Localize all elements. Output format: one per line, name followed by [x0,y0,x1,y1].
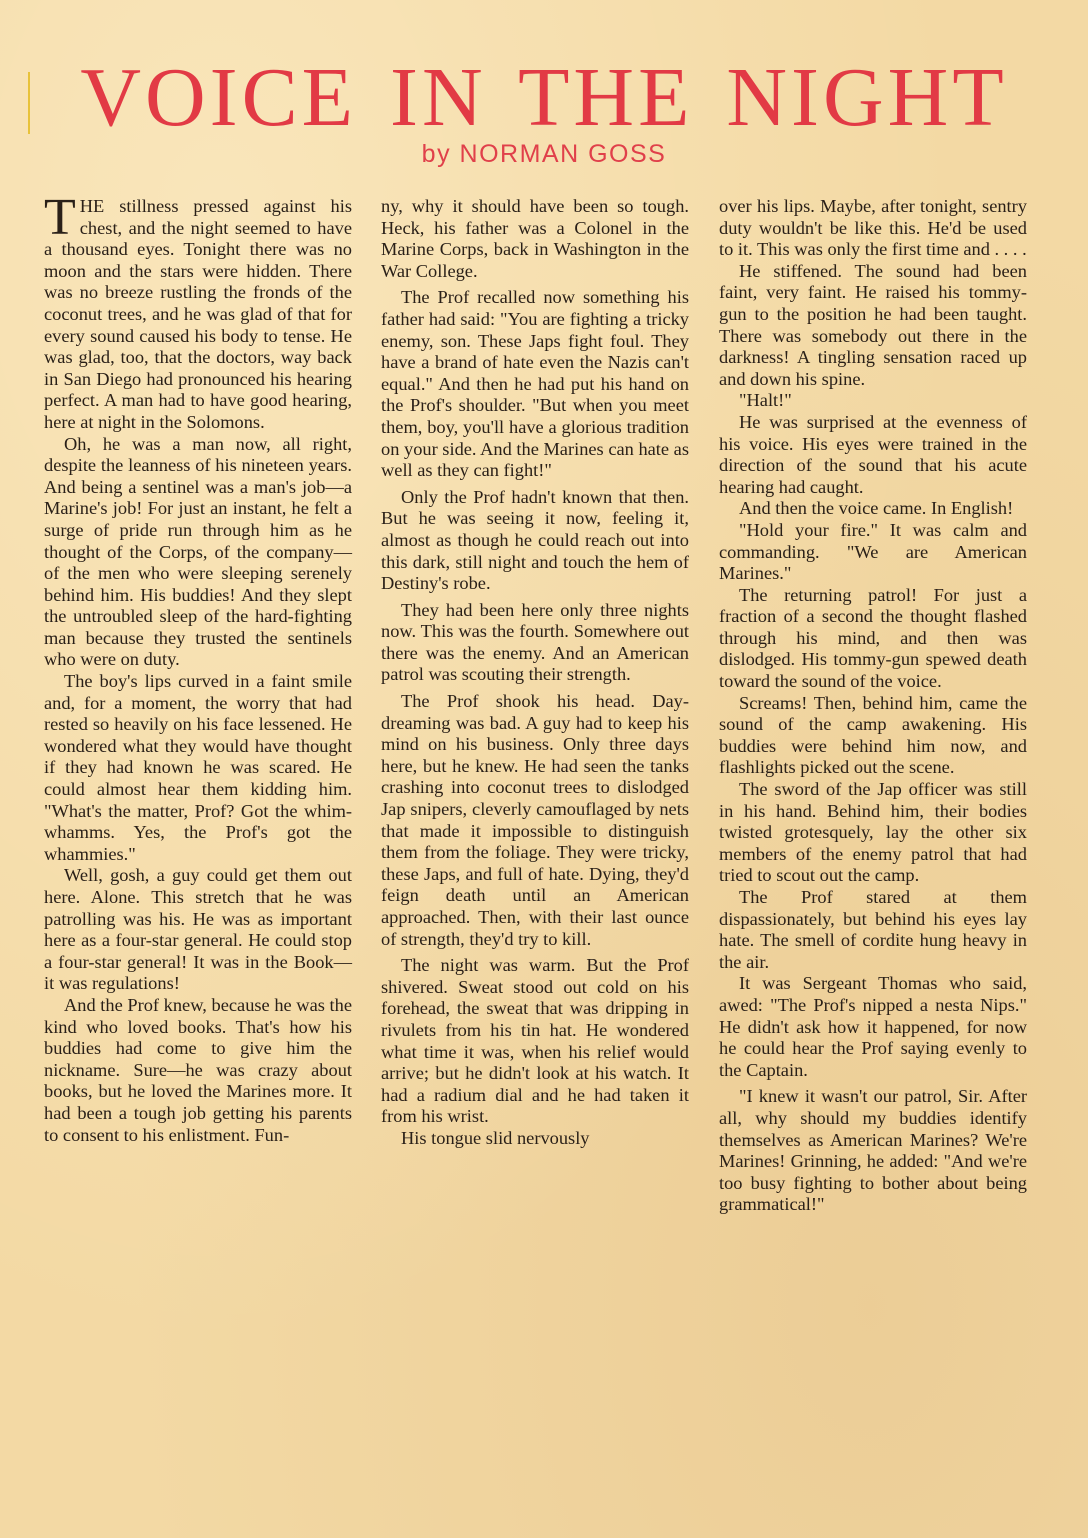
paragraph: They had been here only three nights now. This was the fourth. Somewhere out there was the enemy. And an American patrol was scouting their strength. [381,599,689,685]
yellow-margin-mark [28,72,30,134]
story-title: VOICE IN THE NIGHT [80,51,1008,144]
paragraph: Only the Prof hadn't known that then. But he was seeing it now, feeling it, almost as though he could reach out into this dark, still night and touch the hem of Destiny's robe. [381,486,689,594]
drop-cap: T [44,189,76,246]
paragraph: The Prof stared at them dispassionately, but behind his eyes lay hate. The smell of cordite hung heavy in the air. [719,887,1027,972]
story-byline: by NORMAN GOSS [421,140,667,168]
paragraph: He stiffened. The sound had been faint, very faint. He raised his tommy-gun to the position he had been taught. There was somebody out there in the darkness! A tingling sensation raced up and down his spine. [719,260,1027,389]
paragraph: ny, why it should have been so tough. Heck, his father was a Colonel in the Marine Corps, back in Washington in the War College. [381,196,689,281]
paragraph: The Prof recalled now something his father had said: "You are fighting a tricky enemy, son. These Japs fight foul. They have a brand of hate even the Nazis can't equal." And then he had put his hand on the Prof's shoulder. "But when you meet them, boy, you'll have a glorious tradition on your side. And the Marines can hate as well as they can fight!" [381,287,689,481]
paragraph: THE stillness pressed against his chest, and the night seemed to have a thousand eyes. Tonight there was no moon and the stars were hidden. There was no breeze rustling the fronds of the coconut trees, and he was glad of that for every sound caused his body to tense. He was glad, too, that the doctors, way back in San Diego had pronounced his hearing perfect. A man had to have good hearing, here at night in the Solomons. [44,189,352,432]
paragraph: And the Prof knew, because he was the kind who loved books. That's how his buddies had come to give him the nickname. Sure—he was crazy about books, but he loved the Marines more. It had been a tough job getting his parents to consent to his enlistment. Fun- [44,994,352,1145]
paragraph: Oh, he was a man now, all right, despite the leanness of his nineteen years. And being a sentinel was a man's job—a Marine's job! For just an instant, he felt a surge of pride run through him as he thought of the Corps, of the company—of the men who were sleeping serenely behind him. His buddies! And they slept the untroubled sleep of the hard-fighting man because they trusted the sentinels who were on duty. [44,433,352,670]
paragraph: Well, gosh, a guy could get them out here. Alone. This stretch that he was patrolling was his. He was as important here as a four-star general. He could stop a four-star general! It was in the Book—it was regulations! [44,865,352,994]
text-column-2 [381,196,689,1150]
paragraph: "Halt!" [739,390,792,411]
paragraph: The night was warm. But the Prof shivered. Sweat stood out cold on his forehead, the sweat that was dripping in rivulets from his tin hat. He wondered what time it was, when his relief would arrive; but he didn't look at his watch. It had a radium dial and he had taken it from his wrist. [381,955,689,1127]
paragraph: And then the voice came. In English! [739,498,1014,519]
paragraph: Screams! Then, behind him, came the sound of the camp awakening. His buddies were behind him now, and flashlights picked out the scene. [719,692,1027,778]
paragraph: The returning patrol! For just a fraction of a second the thought flashed through his mind, and then was dislodged. His tommy-gun spewed death toward the sound of the voice. [719,584,1027,692]
paragraph: The boy's lips curved in a faint smile and, for a moment, the worry that had rested so heavily on his face lessened. He wondered what they would have thought if they had known he was scared. He could almost hear them kidding him. "What's the matter, Prof? Got the whim-whamms. Yes, the Prof's got the whammies." [44,671,352,864]
paragraph: The Prof shook his head. Day-dreaming was bad. A guy had to keep his mind on his business. Only three days here, but he knew. He had seen the tanks crashing into coconut trees to dislodged Jap snipers, cleverly camouflaged by nets that made it impossible to distinguish them from the foliage. They were tricky, these Japs, and full of hate. Dying, they'd feign death until an American approached. Then, with their last ounce of strength, they'd try to kill. [381,691,689,949]
paragraph: The sword of the Jap officer was still in his hand. Behind him, their bodies twisted grotesquely, lay the other six members of the enemy patrol that had tried to scout out the camp. [719,779,1027,886]
text-column-1 [44,189,352,1146]
paragraph: It was Sergeant Thomas who said, awed: "The Prof's nipped a nesta Nips." He didn't ask how it happened, for now he could hear the Prof saying evenly to the Captain. [719,973,1027,1080]
paragraph: "I knew it wasn't our patrol, Sir. After all, why should my buddies identify themselves as American Marines? We're Marines! Grinning, he added: "And we're too busy fighting to bother about being grammatical!" [719,1086,1027,1215]
paragraph: His tongue slid nervously [401,1127,590,1148]
paragraph: He was surprised at the evenness of his voice. His eyes were trained in the direction of the sound that his acute hearing had caught. [719,411,1027,497]
paragraph: "Hold your fire." It was calm and commanding. "We are American Marines." [719,519,1027,584]
paragraph: over his lips. Maybe, after tonight, sentry duty wouldn't be like this. He'd be used to it. This was only the first time and . . . . [719,196,1027,260]
text-column-3 [719,196,1027,1216]
